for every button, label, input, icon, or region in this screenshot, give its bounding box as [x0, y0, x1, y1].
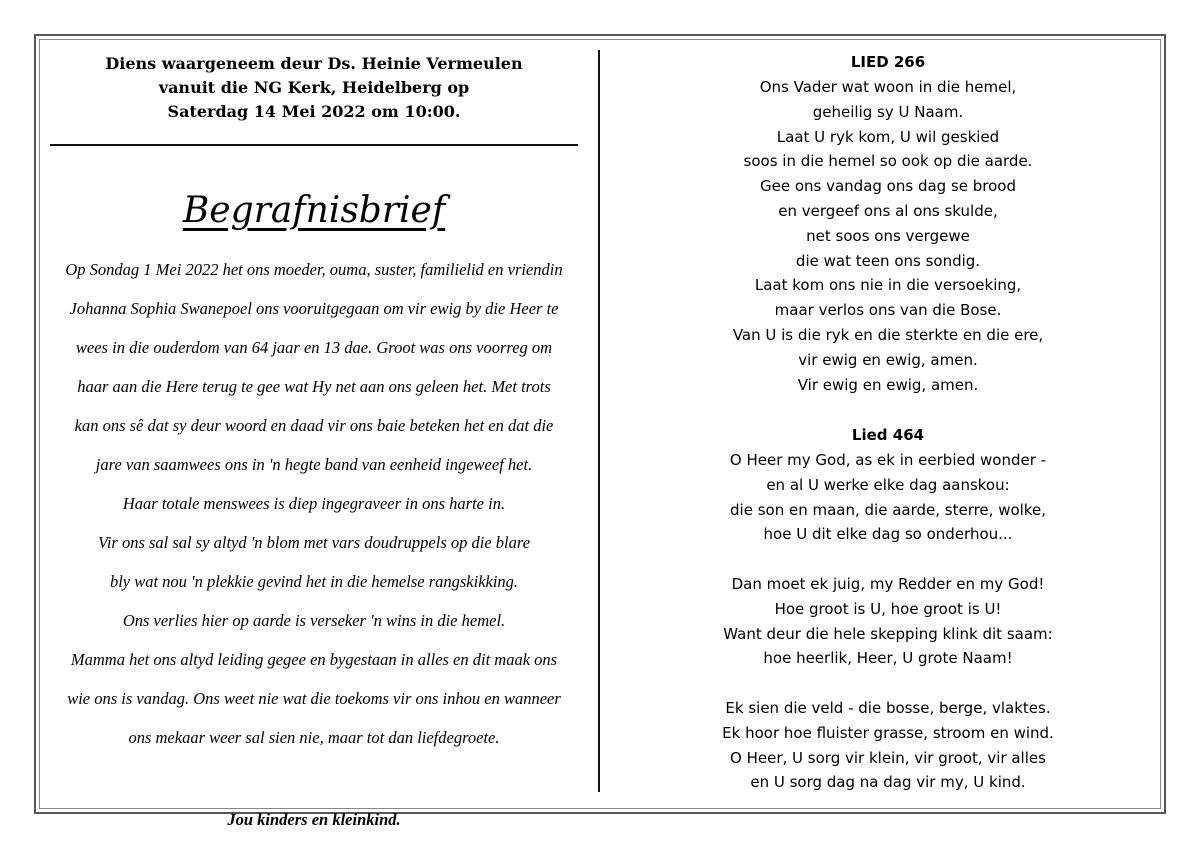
letter-line: wees in die ouderdom van 64 jaar en 13 dae. Groot was ons voorreg om: [75, 338, 553, 357]
hymn-line: net soos ons vergewe: [806, 226, 970, 245]
hymn-title: Lied 464: [851, 426, 925, 444]
hymn-line: Ons Vader wat woon in die hemel,: [759, 78, 1017, 96]
letter-body: [44, 256, 584, 763]
hymn-line: en U sorg dag na dag vir my, U kind.: [750, 773, 1026, 792]
letter-line: Ons verlies hier op aarde is verseker 'n wins in die hemel.: [122, 611, 506, 630]
letter-signoff: Jou kinders en kleinkind.: [227, 810, 401, 829]
hymn-line: Van U is die ryk en die sterkte en die ere,: [732, 325, 1044, 344]
letter-line: kan ons sê dat sy deur woord en daad vir ons baie beteken het en dat die: [74, 416, 554, 435]
hymn-lines: [618, 448, 1158, 795]
left-column: [44, 50, 584, 829]
hymn-line: vir ewig en ewig, amen.: [798, 350, 978, 369]
service-line: Saterdag 14 Mei 2022 om 10:00.: [167, 102, 461, 121]
heading-rule: [50, 144, 578, 146]
hymn-line: Ek hoor hoe fluister grasse, stroom en wind.: [722, 723, 1054, 742]
stanza-gap: [618, 671, 1158, 696]
letter-line: jare van saamwees ons in 'n hegte band van eenheid ingeweef het.: [95, 455, 533, 474]
hymn-line: Vir ewig en ewig, amen.: [797, 375, 979, 394]
hymn-line: maar verlos ons van die Bose.: [774, 301, 1002, 320]
hymn-line: en al U werke elke dag aanskou:: [766, 475, 1010, 494]
letter-title: Begrafnisbrief: [182, 190, 446, 231]
letter-line: bly wat nou 'n plekkie gevind het in die hemelse rangskikking.: [109, 572, 519, 591]
service-line: Diens waargeneem deur Ds. Heinie Vermeulen: [105, 54, 523, 73]
hymn-title: LIED 266: [850, 53, 926, 71]
hymn-line: O Heer, U sorg vir klein, vir groot, vir alles: [730, 748, 1046, 767]
hymn-line: soos in die hemel so ook op die aarde.: [743, 152, 1033, 171]
hymn-line: geheilig sy U Naam.: [812, 102, 964, 121]
letter-line: ons mekaar weer sal sien nie, maar tot dan liefdegroete.: [128, 728, 500, 747]
hymn-line: en vergeef ons al ons skulde,: [778, 201, 998, 220]
stanza-gap: [618, 547, 1158, 572]
service-heading: [44, 50, 584, 122]
service-line: vanuit die NG Kerk, Heidelberg op: [158, 78, 470, 97]
letter-line: Mamma het ons altyd leiding gegee en bygestaan in alles en dit maak ons: [70, 650, 558, 669]
hymn-line: die wat teen ons sondig.: [795, 251, 981, 270]
letter-line: Johanna Sophia Swanepoel ons vooruitgegaan om vir ewig by die Heer te: [69, 299, 559, 318]
letter-line: Op Sondag 1 Mei 2022 het ons moeder, ouma, suster, familielid en vriendin: [65, 260, 563, 279]
hymn-line: hoe U dit elke dag so onderhou...: [763, 525, 1013, 544]
hymn-lied-464: [618, 423, 1158, 795]
hymn-lied-266: [618, 50, 1158, 397]
hymn-line: Dan moet ek juig, my Redder en my God!: [731, 574, 1045, 593]
hymn-line: O Heer my God, as ek in eerbied wonder -: [729, 451, 1047, 469]
letter-line: haar aan die Here terug te gee wat Hy net aan ons geleen het. Met trots: [77, 377, 551, 396]
hymn-line: Gee ons vandag ons dag se brood: [759, 177, 1016, 196]
column-divider: [598, 50, 600, 792]
hymn-line: Ek sien die veld - die bosse, berge, vlaktes.: [725, 698, 1051, 717]
hymn-line: Laat U ryk kom, U wil geskied: [776, 127, 1000, 146]
hymn-line: Laat kom ons nie in die versoeking,: [754, 276, 1022, 295]
hymn-line: die son en maan, die aarde, sterre, wolke,: [730, 500, 1046, 519]
letter-line: Haar totale menswees is diep ingegraveer in ons harte in.: [122, 494, 506, 513]
letter-line: Vir ons sal sal sy altyd 'n blom met vars doudruppels op die blare: [97, 533, 531, 552]
hymn-line: Hoe groot is U, hoe groot is U!: [774, 599, 1002, 618]
letter-line: wie ons is vandag. Ons weet nie wat die toekoms vir ons inhou en wanneer: [67, 689, 561, 708]
hymn-line: Want deur die hele skepping klink dit saam:: [723, 624, 1053, 643]
hymn-lines: [618, 75, 1158, 397]
hymn-line: hoe heerlik, Heer, U grote Naam!: [763, 649, 1013, 668]
